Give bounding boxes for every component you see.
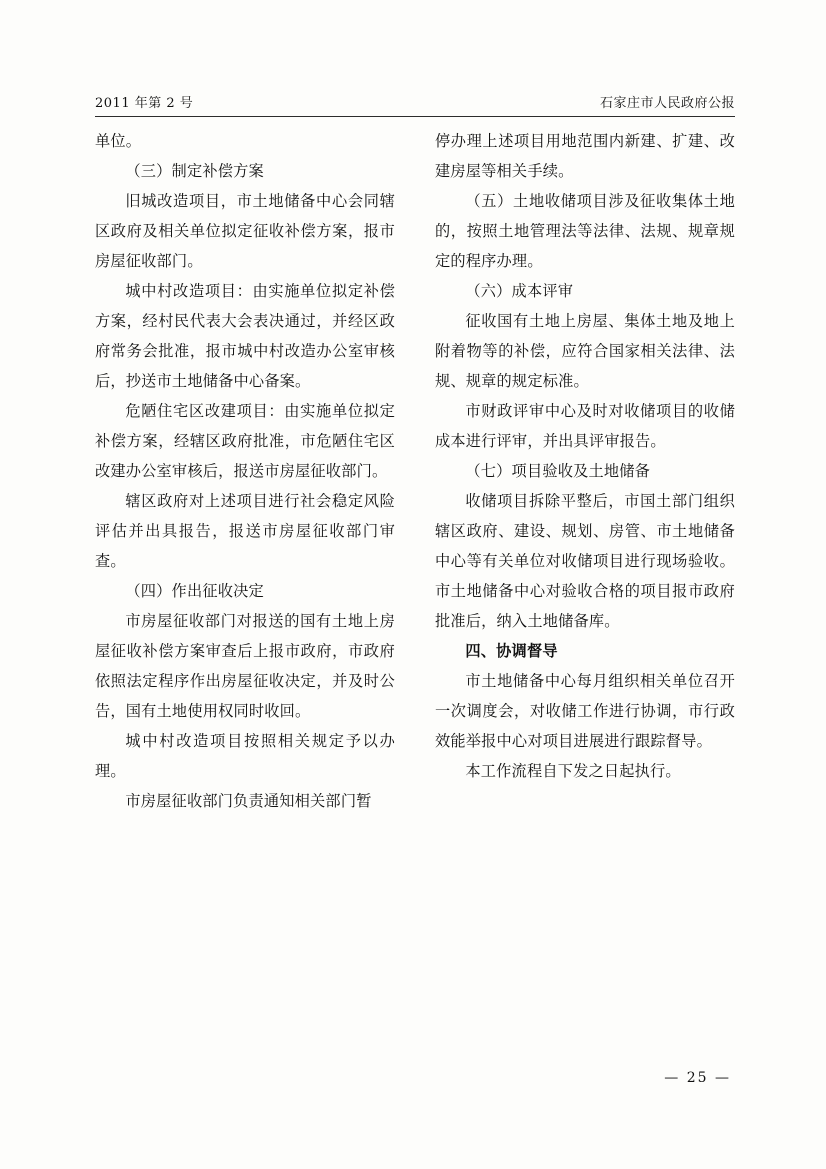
paragraph: （七）项目验收及土地储备 xyxy=(465,462,651,480)
paragraph: 城中村改造项目按照相关规定予以办理。 xyxy=(95,732,395,780)
paragraph: （五）土地收储项目涉及征收集体土地的，按照土地管理法等法律、法规、规章规定的程序办理。 xyxy=(435,192,735,270)
paragraph: 市房屋征收部门负责通知相关部门暂 xyxy=(125,792,372,810)
paragraph: 市财政评审中心及时对收储项目的收储成本进行评审，并出具评审报告。 xyxy=(435,402,735,450)
paragraph: 辖区政府对上述项目进行社会稳定风险评估并出具报告，报送市房屋征收部门审查。 xyxy=(95,492,395,570)
paragraph: 本工作流程自下发之日起执行。 xyxy=(465,762,681,780)
page-number: — 25 — xyxy=(664,1070,731,1086)
header-publication-title: 石家庄市人民政府公报 xyxy=(599,96,735,111)
paragraph: 收储项目拆除平整后，市国土部门组织辖区政府、建设、规划、房管、市土地储备中心等有关单位对收储项目进行现场验收。市土地储备中心对验收合格的项目报市政府批准后，纳入土地储备库。 xyxy=(435,492,735,630)
paragraph: 停办理上述项目用地范围内新建、扩建、改建房屋等相关手续。 xyxy=(435,132,735,180)
column-left xyxy=(95,126,395,816)
paragraph: 危陋住宅区改建项目：由实施单位拟定补偿方案，经辖区政府批准，市危陋住宅区改建办公室审核后，报送市房屋征收部门。 xyxy=(95,402,395,480)
paragraph: 城中村改造项目：由实施单位拟定补偿方案，经村民代表大会表决通过，并经区政府常务会批准，报市城中村改造办公室审核后，抄送市土地储备中心备案。 xyxy=(95,282,395,390)
paragraph: （四）作出征收决定 xyxy=(125,582,264,600)
paragraph: （六）成本评审 xyxy=(465,282,574,300)
paragraph: 市房屋征收部门对报送的国有土地上房屋征收补偿方案审查后上报市政府，市政府依照法定程序作出房屋征收决定，并及时公告，国有土地使用权同时收回。 xyxy=(95,612,395,720)
paragraph: 单位。 xyxy=(95,132,142,150)
page-header xyxy=(95,92,735,114)
paragraph: （三）制定补偿方案 xyxy=(125,162,264,180)
section-heading: 四、协调督导 xyxy=(465,642,558,660)
header-divider xyxy=(95,116,735,117)
column-right xyxy=(435,126,735,786)
paragraph: 征收国有土地上房屋、集体土地及地上附着物等的补偿，应符合国家相关法律、法规、规章的规定标准。 xyxy=(435,312,735,390)
paragraph: 旧城改造项目，市土地储备中心会同辖区政府及相关单位拟定征收补偿方案，报市房屋征收部门。 xyxy=(95,192,395,270)
header-issue-label: 2011 年第 2 号 xyxy=(95,96,194,111)
paragraph: 市土地储备中心每月组织相关单位召开一次调度会，对收储工作进行协调，市行政效能举报中心对项目进展进行跟踪督导。 xyxy=(435,672,735,750)
